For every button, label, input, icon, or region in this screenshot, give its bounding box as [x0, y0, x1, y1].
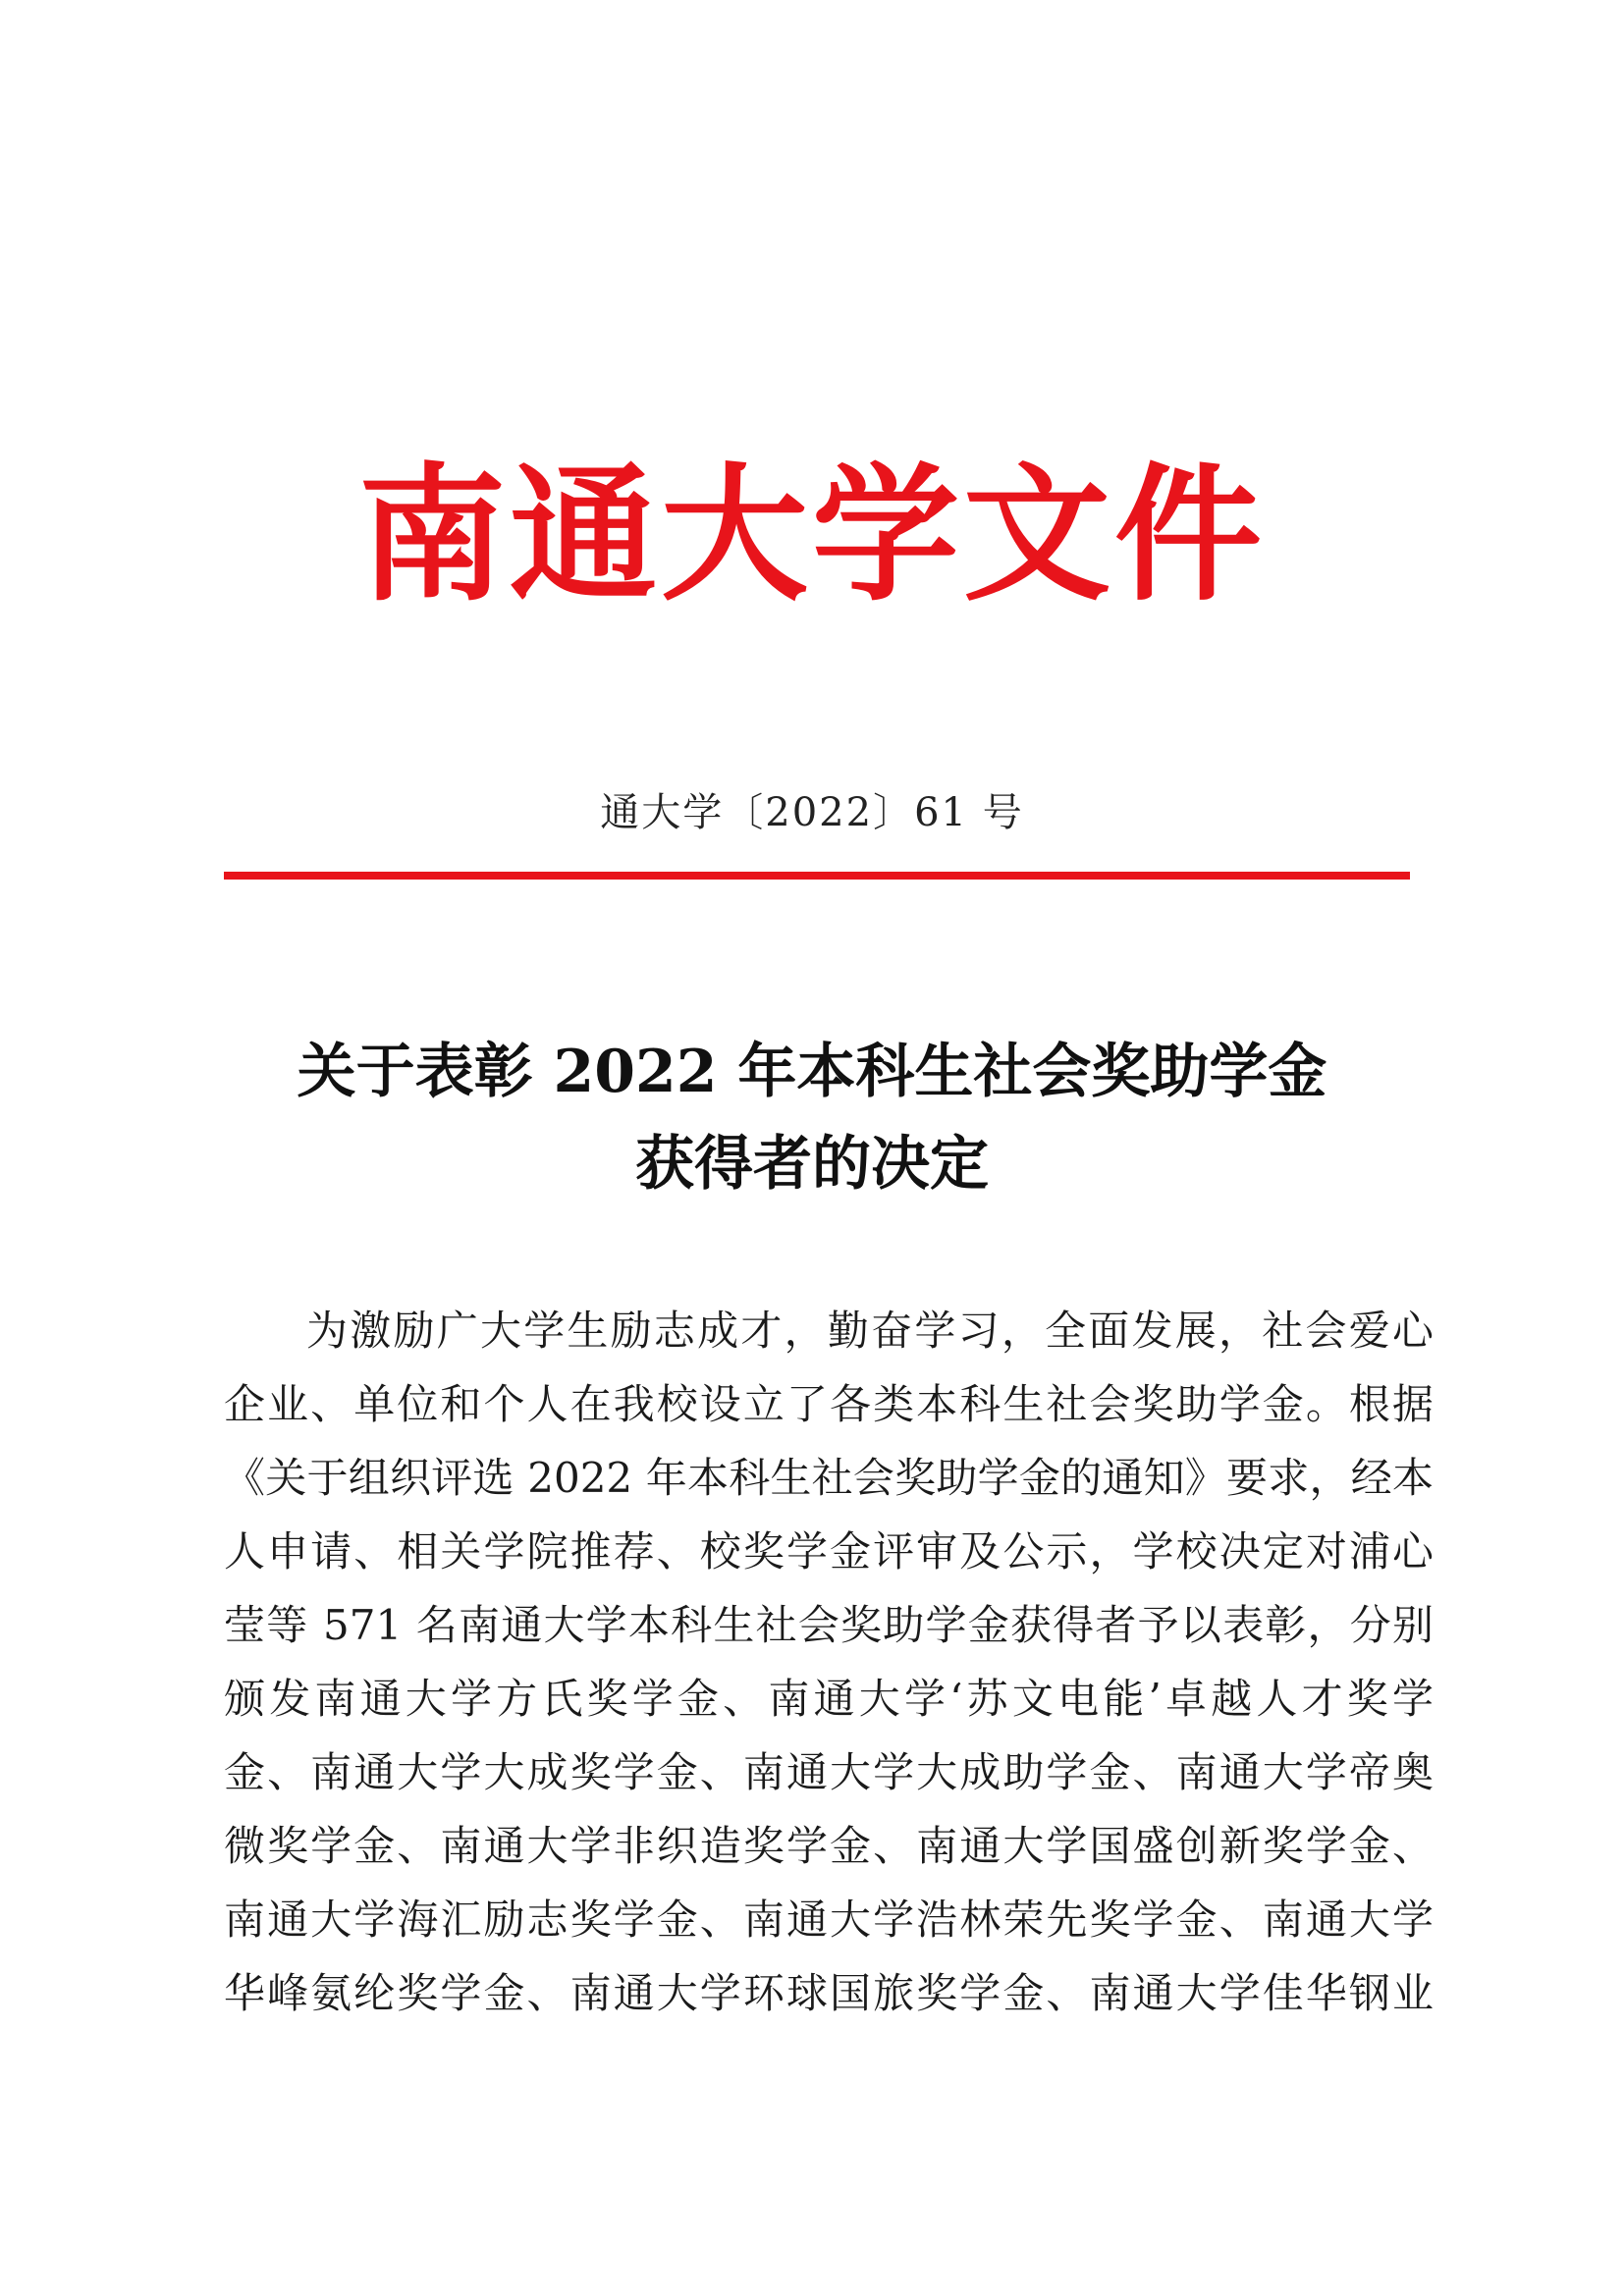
body-line: 颁发南通大学方氏奖学金、南通大学‘苏文电能’卓越人才奖学: [224, 1675, 1434, 1723]
body-line: 南通大学海汇励志奖学金、南通大学浩林荣先奖学金、南通大学: [224, 1896, 1434, 1944]
body-line: 为激励广大学生励志成才，勤奋学习，全面发展，社会爱心: [306, 1307, 1434, 1355]
title-line-2: 获得者的决定: [635, 1130, 989, 1199]
document-number: 通大学〔2022〕61 号: [600, 790, 1024, 835]
body-line: 莹等 571 名南通大学本科生社会奖助学金获得者予以表彰，分别: [224, 1601, 1434, 1649]
document-masthead: 南通大学文件: [357, 449, 1266, 621]
body-line: 《关于组织评选 2022 年本科生社会奖助学金的通知》要求，经本: [224, 1454, 1434, 1502]
red-divider-line: [224, 872, 1410, 880]
body-line: 华峰氨纶奖学金、南通大学环球国旅奖学金、南通大学佳华钢业: [224, 1969, 1434, 2017]
document-title: [0, 1026, 1624, 1210]
body-line: 金、南通大学大成奖学金、南通大学大成助学金、南通大学帝奥: [224, 1748, 1434, 1796]
title-line-1: 关于表彰 2022 年本科生社会奖助学金: [297, 1038, 1327, 1106]
body-line: 企业、单位和个人在我校设立了各类本科生社会奖助学金。根据: [224, 1380, 1434, 1428]
body-line: 人申请、相关学院推荐、校奖学金评审及公示，学校决定对浦心: [224, 1527, 1434, 1575]
body-line: 微奖学金、南通大学非织造奖学金、南通大学国盛创新奖学金、: [224, 1822, 1434, 1870]
body-paragraph: [224, 1294, 1434, 2030]
